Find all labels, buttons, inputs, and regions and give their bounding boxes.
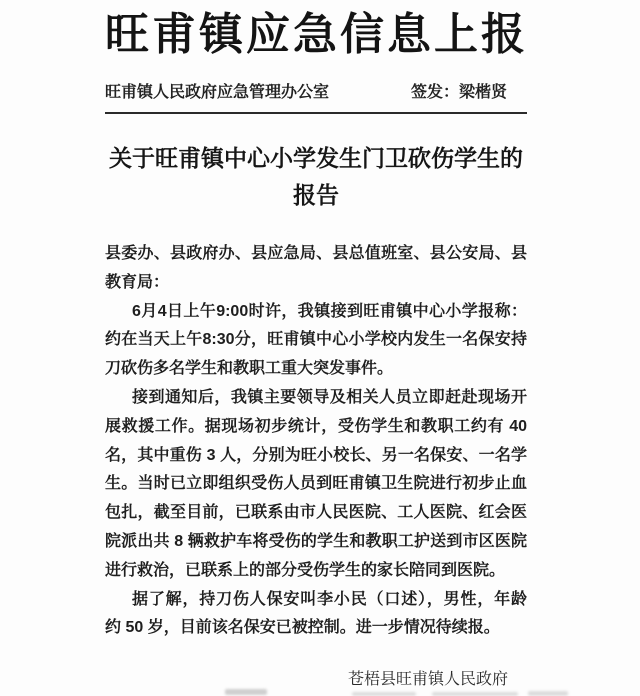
report-title <box>105 140 527 214</box>
report-body <box>105 240 527 643</box>
scan-artifact <box>432 692 518 696</box>
body-line: 6月4日上午9:00时许，我镇接到旺甫镇中心小学报称： <box>132 302 527 320</box>
scan-artifact <box>225 689 267 695</box>
body-line: 约 50 岁，目前该名保安已被控制。进一步情况待续报。 <box>105 619 500 637</box>
issuer-name: 签发：梁楷贤 <box>410 84 507 101</box>
body-line: 展救援工作。据现场初步统计，受伤学生和教职工约有 40 <box>105 417 527 435</box>
issuing-line <box>105 83 527 102</box>
body-line: 包扎，截至目前，已联系由市人民医院、工人医院、红会医 <box>105 504 527 522</box>
body-line: 据了解，持刀伤人保安叫李小民（口述），男性，年龄 <box>132 590 527 608</box>
body-line: 接到通知后，我镇主要领导及相关人员立即赶赴现场开 <box>132 388 527 406</box>
report-title-line1: 关于旺甫镇中心小学发生门卫砍伤学生的 <box>109 146 523 171</box>
body-line: 生。当时已立即组织受伤人员到旺甫镇卫生院进行初步止血 <box>105 475 527 493</box>
document-content <box>105 0 527 690</box>
body-line: 进行救治，已联系上的部分受伤学生的家长陪同到医院。 <box>105 561 506 579</box>
issuing-office: 旺甫镇人民政府应急管理办公室 <box>105 84 330 101</box>
scan-artifact <box>352 692 416 696</box>
body-line: 约在当天上午8:30分，旺甫镇中心小学校内发生一名保安持 <box>105 331 527 349</box>
body-line: 县委办、县政府办、县应急局、县总值班室、县公安局、县 <box>105 245 527 262</box>
body-line: 院派出共 8 辆救护车将受伤的学生和教职工护送到市区医院 <box>105 532 527 550</box>
report-title-line2: 报告 <box>293 183 339 208</box>
body-line: 刀砍伤多名学生和教职工重大突发事件。 <box>105 360 394 378</box>
body-line: 教育局： <box>105 273 170 291</box>
body-line: 名，其中重伤 3 人，分别为旺小校长、另一名保安、一名学 <box>105 446 527 464</box>
scan-artifact <box>528 691 568 696</box>
signature-org: 苍梧县旺甫镇人民政府 <box>347 671 508 689</box>
masthead-title: 旺甫镇应急信息上报 <box>105 10 528 59</box>
header-rule <box>105 112 527 114</box>
